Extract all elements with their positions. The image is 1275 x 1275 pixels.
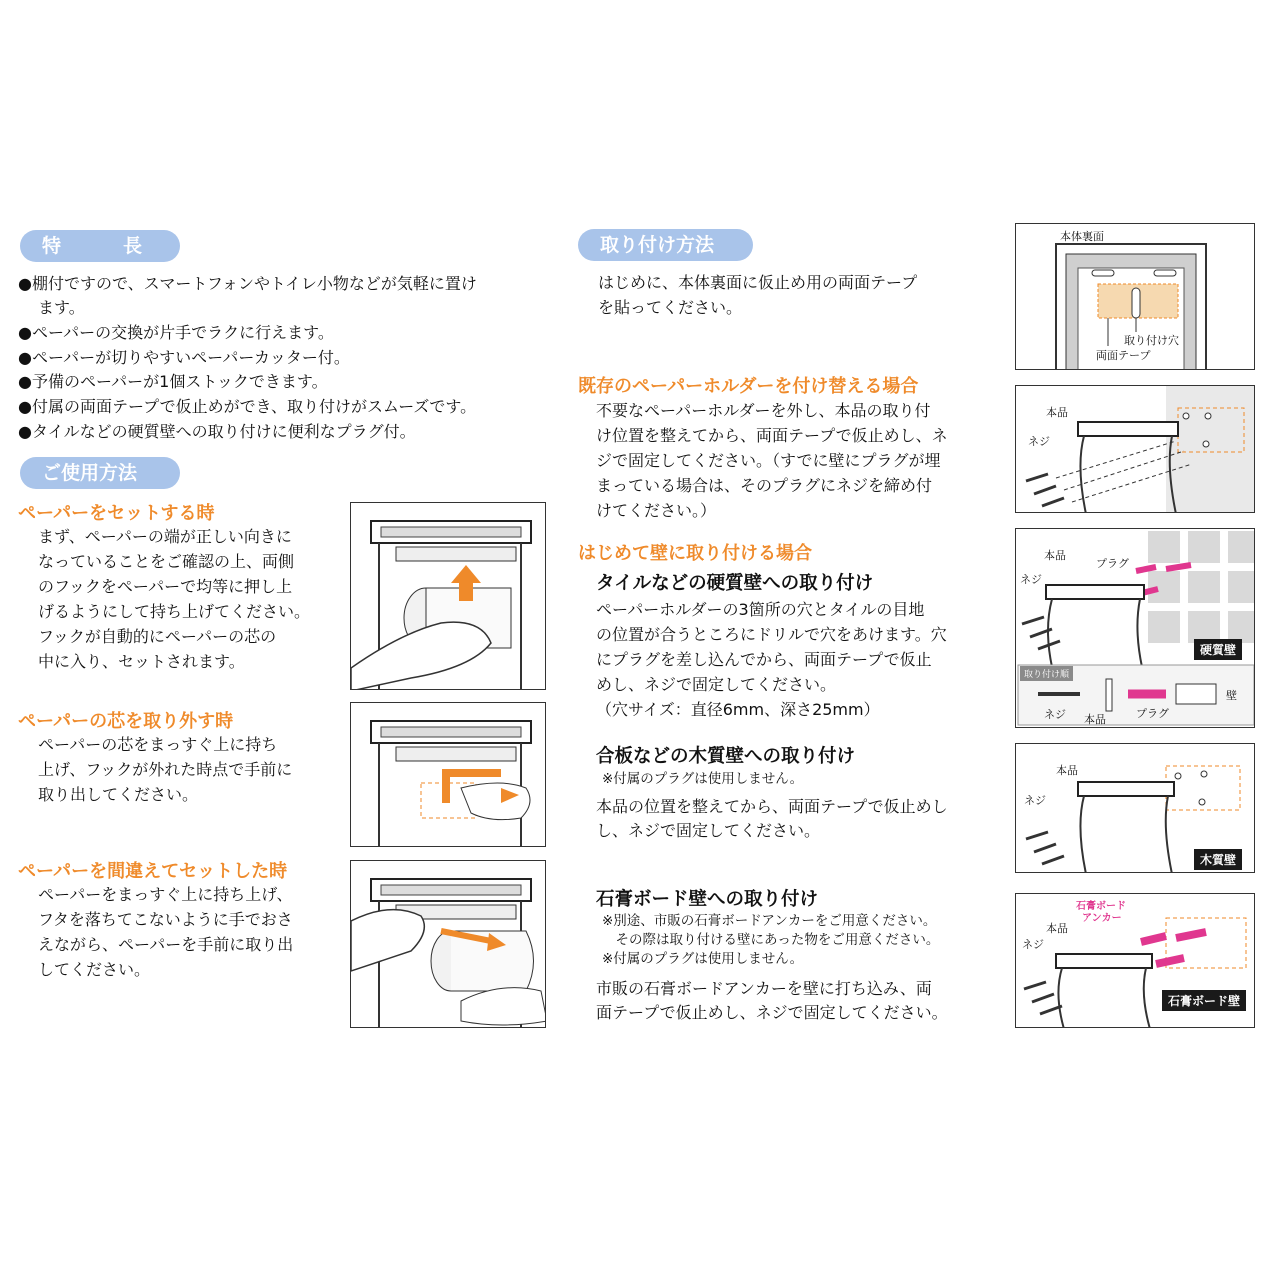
wood-wall-line: し、ネジで固定してください。	[596, 821, 821, 840]
gypsum-wall-figure	[1015, 893, 1255, 1028]
wood-wall-line: 本品の位置を整えてから、両面テープで仮止めし	[596, 797, 948, 816]
remove-core-illustration	[350, 702, 546, 847]
gypsum-screw-label: ネジ	[1022, 938, 1044, 951]
replace-heading: 既存のペーパーホルダーを付け替える場合	[578, 376, 919, 397]
feature-item: ●ペーパーが切りやすいペーパーカッター付。	[18, 348, 350, 367]
mistake-illustration	[350, 860, 546, 1028]
hard-plug-label: プラグ	[1096, 557, 1129, 570]
hard-wall-label: 壁	[1226, 689, 1237, 702]
hard-plug2-label: プラグ	[1136, 707, 1169, 720]
gypsum-note: ※別途、市販の石膏ボードアンカーをご用意ください。	[602, 913, 937, 929]
install-order-tag: 取り付け順	[1020, 666, 1073, 681]
hard-screw2-label: ネジ	[1044, 708, 1066, 721]
wood-screw-label: ネジ	[1024, 794, 1046, 807]
replace-screw-label: ネジ	[1028, 435, 1050, 448]
wood-body-label: 本品	[1056, 764, 1078, 777]
first-heading: はじめて壁に取り付ける場合	[578, 543, 812, 564]
anchor-label-2: アンカー	[1082, 913, 1122, 924]
holder-mistake-drawing	[351, 861, 546, 1028]
replace-figure	[1015, 385, 1255, 513]
feature-item-cont: ます。	[38, 298, 85, 317]
hard-body2-label: 本品	[1084, 713, 1106, 726]
usage-title: ご使用方法	[20, 457, 180, 489]
wood-wall-note: ※付属のプラグは使用しません。	[602, 771, 804, 787]
hard-wall-heading: タイルなどの硬質壁への取り付け	[596, 573, 874, 594]
gypsum-line: 市販の石膏ボードアンカーを壁に打ち込み、両	[596, 979, 932, 998]
gypsum-line: 面テープで仮止めし、ネジで固定してください。	[596, 1003, 948, 1022]
gypsum-wall-heading: 石膏ボード壁への取り付け	[596, 889, 819, 910]
mistake-heading: ペーパーを間違えてセットした時	[18, 861, 288, 882]
gypsum-body-label: 本品	[1046, 922, 1068, 935]
holder-set-drawing	[351, 503, 546, 690]
gypsum-note: その際は取り付ける壁にあった物をご用意ください。	[602, 932, 940, 948]
hard-screw-label: ネジ	[1020, 573, 1042, 586]
features-title: 特長	[20, 230, 180, 262]
feature-item: ●タイルなどの硬質壁への取り付けに便利なプラグ付。	[18, 422, 416, 441]
back-hole-label: 取り付け穴	[1124, 334, 1179, 347]
back-tape-label: 両面テープ	[1096, 349, 1151, 362]
hard-body-label: 本品	[1044, 549, 1066, 562]
install-title: 取り付け方法	[578, 229, 753, 261]
feature-item: ●棚付ですので、スマートフォンやトイレ小物などが気軽に置け	[18, 274, 477, 293]
gypsum-wall-badge: 石膏ボード壁	[1162, 990, 1246, 1011]
feature-item: ●ペーパーの交換が片手でラクに行えます。	[18, 323, 334, 342]
install-intro-line: を貼ってください。	[598, 298, 743, 317]
anchor-label-1: 石膏ボード	[1076, 901, 1126, 912]
wood-wall-badge: 木質壁	[1194, 849, 1242, 870]
remove-heading: ペーパーの芯を取り外す時	[18, 711, 234, 732]
install-intro-line: はじめに、本体裏面に仮止め用の両面テープ	[598, 273, 918, 292]
set-heading: ペーパーをセットする時	[18, 503, 215, 524]
wood-wall-heading: 合板などの木質壁への取り付け	[596, 746, 856, 767]
wood-wall-figure	[1015, 743, 1255, 873]
back-side-figure	[1015, 223, 1255, 370]
hard-wall-figure	[1015, 528, 1255, 728]
back-title: 本体裏面	[1060, 230, 1104, 243]
feature-item: ●予備のペーパーが1個ストックできます。	[18, 372, 328, 391]
set-paper-illustration	[350, 502, 546, 690]
holder-remove-drawing	[351, 703, 546, 847]
replace-body-label: 本品	[1046, 406, 1068, 419]
gypsum-note: ※付属のプラグは使用しません。	[602, 951, 804, 967]
feature-item: ●付属の両面テープで仮止めができ、取り付けがスムーズです。	[18, 397, 477, 416]
hard-wall-badge: 硬質壁	[1194, 639, 1242, 660]
